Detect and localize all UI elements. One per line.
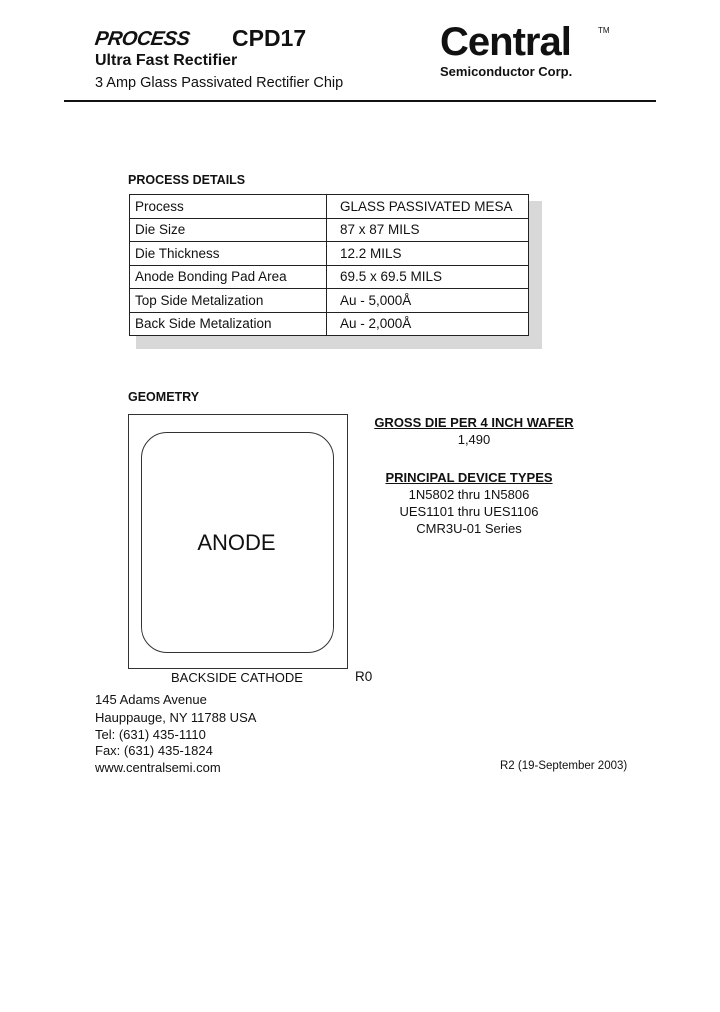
brand-logo: Central bbox=[440, 20, 571, 64]
row-label: Top Side Metalization bbox=[130, 289, 327, 313]
address-fax: Fax: (631) 435-1824 bbox=[95, 743, 213, 758]
wafer-count: 1,490 bbox=[457, 432, 491, 447]
table-row bbox=[130, 312, 529, 336]
row-value: GLASS PASSIVATED MESA bbox=[327, 195, 529, 219]
process-details-table bbox=[129, 194, 529, 336]
process-details-title: PROCESS DETAILS bbox=[128, 173, 246, 187]
address-street: 145 Adams Avenue bbox=[95, 692, 207, 707]
row-label: Back Side Metalization bbox=[130, 312, 327, 336]
row-label: Anode Bonding Pad Area bbox=[130, 265, 327, 289]
document-revision: R2 (19-September 2003) bbox=[500, 760, 628, 772]
product-description: 3 Amp Glass Passivated Rectifier Chip bbox=[95, 75, 344, 91]
part-number: CPD17 bbox=[232, 25, 307, 51]
row-value: 12.2 MILS bbox=[327, 242, 529, 266]
backside-label: BACKSIDE CATHODE bbox=[171, 670, 303, 685]
row-value: Au - 5,000Å bbox=[327, 289, 529, 313]
table-row bbox=[130, 265, 529, 289]
anode-label: ANODE bbox=[197, 530, 276, 555]
process-logo-text: PROCESS bbox=[93, 28, 191, 50]
devices-title: PRINCIPAL DEVICE TYPES bbox=[385, 470, 553, 485]
device-item: CMR3U-01 Series bbox=[416, 521, 522, 536]
table-row bbox=[130, 289, 529, 313]
row-label: Process bbox=[130, 195, 327, 219]
table-row bbox=[130, 242, 529, 266]
row-label: Die Thickness bbox=[130, 242, 327, 266]
row-value: 69.5 x 69.5 MILS bbox=[327, 265, 529, 289]
device-item: UES1101 thru UES1106 bbox=[399, 504, 539, 519]
geometry-revision: R0 bbox=[355, 669, 373, 684]
trademark-mark: TM bbox=[598, 26, 610, 35]
table-row bbox=[130, 218, 529, 242]
brand-subtitle: Semiconductor Corp. bbox=[440, 64, 573, 79]
address-city: Hauppauge, NY 11788 USA bbox=[95, 710, 257, 725]
table-row bbox=[130, 195, 529, 219]
device-item: 1N5802 thru 1N5806 bbox=[408, 487, 530, 502]
geometry-title: GEOMETRY bbox=[128, 390, 200, 404]
header-divider bbox=[64, 100, 656, 102]
row-label: Die Size bbox=[130, 218, 327, 242]
website-link[interactable]: www.centralsemi.com bbox=[95, 760, 221, 775]
row-value: 87 x 87 MILS bbox=[327, 218, 529, 242]
product-subtitle: Ultra Fast Rectifier bbox=[95, 52, 238, 69]
address-tel: Tel: (631) 435-1110 bbox=[95, 727, 206, 742]
wafer-title: GROSS DIE PER 4 INCH WAFER bbox=[374, 415, 574, 430]
row-value: Au - 2,000Å bbox=[327, 312, 529, 336]
